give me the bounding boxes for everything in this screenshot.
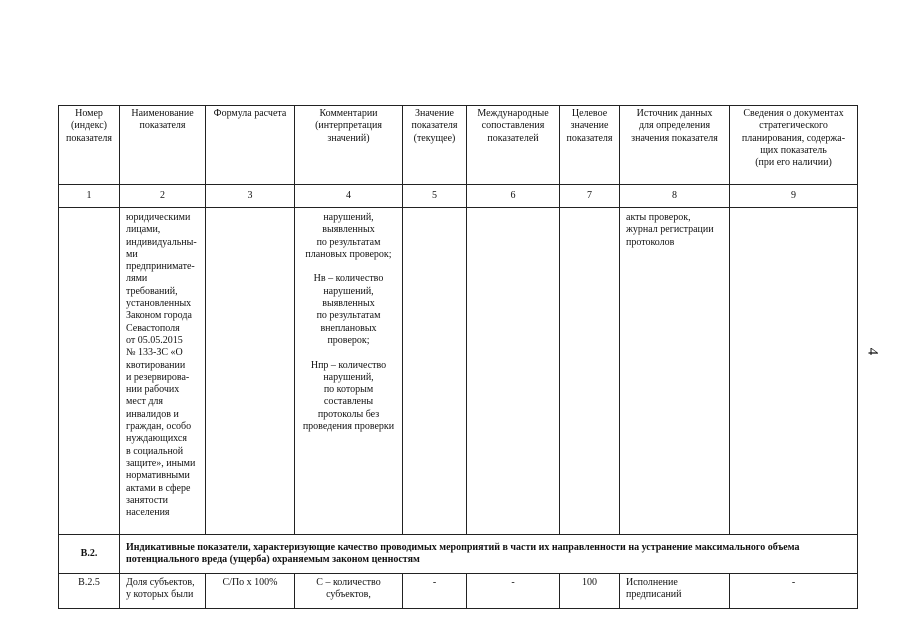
column-number: 3 (206, 185, 295, 208)
cell-name: Доля субъектов, у которых были (120, 574, 206, 609)
cell-name: юридическими лицами, индивидуальны- ми предпринимате- лями требований, установленных Законом города Севастополя от 05.05.2015 № 133-ЗС «О квотировании и резервирова- нии рабочих мест для инвалидов и граждан, особо нуждающихся в социальной защите», иными нормативными актами в сфере занятости населения (120, 208, 206, 535)
header-target: Целевое значение показателя (560, 106, 620, 185)
page-number: 4 (864, 347, 881, 356)
cell-documents (730, 208, 858, 535)
header-source: Источник данных для определения значения показателя (620, 106, 730, 185)
cell-documents: - (730, 574, 858, 609)
cell-source: акты проверок, журнал регистрации протоколов (620, 208, 730, 535)
header-comments: Комментарии (интерпретация значений) (295, 106, 403, 185)
section-title: Индикативные показатели, характеризующие качество проводимых мероприятий в части их направленности на устранение максимального объема потенциального вреда (ущерба) охраняемым законом ценностям (120, 535, 858, 574)
column-number: 6 (467, 185, 560, 208)
continuation-row (59, 208, 858, 535)
cell-target: 100 (560, 574, 620, 609)
column-number: 5 (403, 185, 467, 208)
indicators-table (58, 105, 858, 609)
cell-target (560, 208, 620, 535)
column-number: 1 (59, 185, 120, 208)
table-row (59, 574, 858, 609)
column-number: 8 (620, 185, 730, 208)
section-code: В.2. (59, 535, 120, 574)
header-index: Номер (индекс) показателя (59, 106, 120, 185)
section-row (59, 535, 858, 574)
cell-source: Исполнение предписаний (620, 574, 730, 609)
cell-comments: нарушений, выявленных по результатам плановых проверок; Нв – количество нарушений, выявленных по результатам внеплановых проверок; Нпр – количество нарушений, по которым составлены протоколы без проведения проверки (295, 208, 403, 535)
cell-international: - (467, 574, 560, 609)
header-name: Наименование показателя (120, 106, 206, 185)
cell-index (59, 208, 120, 535)
header-current-value: Значение показателя (текущее) (403, 106, 467, 185)
header-formula: Формула расчета (206, 106, 295, 185)
column-number: 4 (295, 185, 403, 208)
column-number: 7 (560, 185, 620, 208)
column-number: 9 (730, 185, 858, 208)
column-number: 2 (120, 185, 206, 208)
cell-current-value: - (403, 574, 467, 609)
table-header-row (59, 106, 858, 185)
cell-formula: С/По х 100% (206, 574, 295, 609)
cell-comments: С – количество субъектов, (295, 574, 403, 609)
column-numbers-row (59, 185, 858, 208)
header-international: Международные сопоставления показателей (467, 106, 560, 185)
cell-index: В.2.5 (59, 574, 120, 609)
header-documents: Сведения о документах стратегического планирования, содержа- щих показатель (при его наличии) (730, 106, 858, 185)
cell-current-value (403, 208, 467, 535)
cell-formula (206, 208, 295, 535)
cell-international (467, 208, 560, 535)
